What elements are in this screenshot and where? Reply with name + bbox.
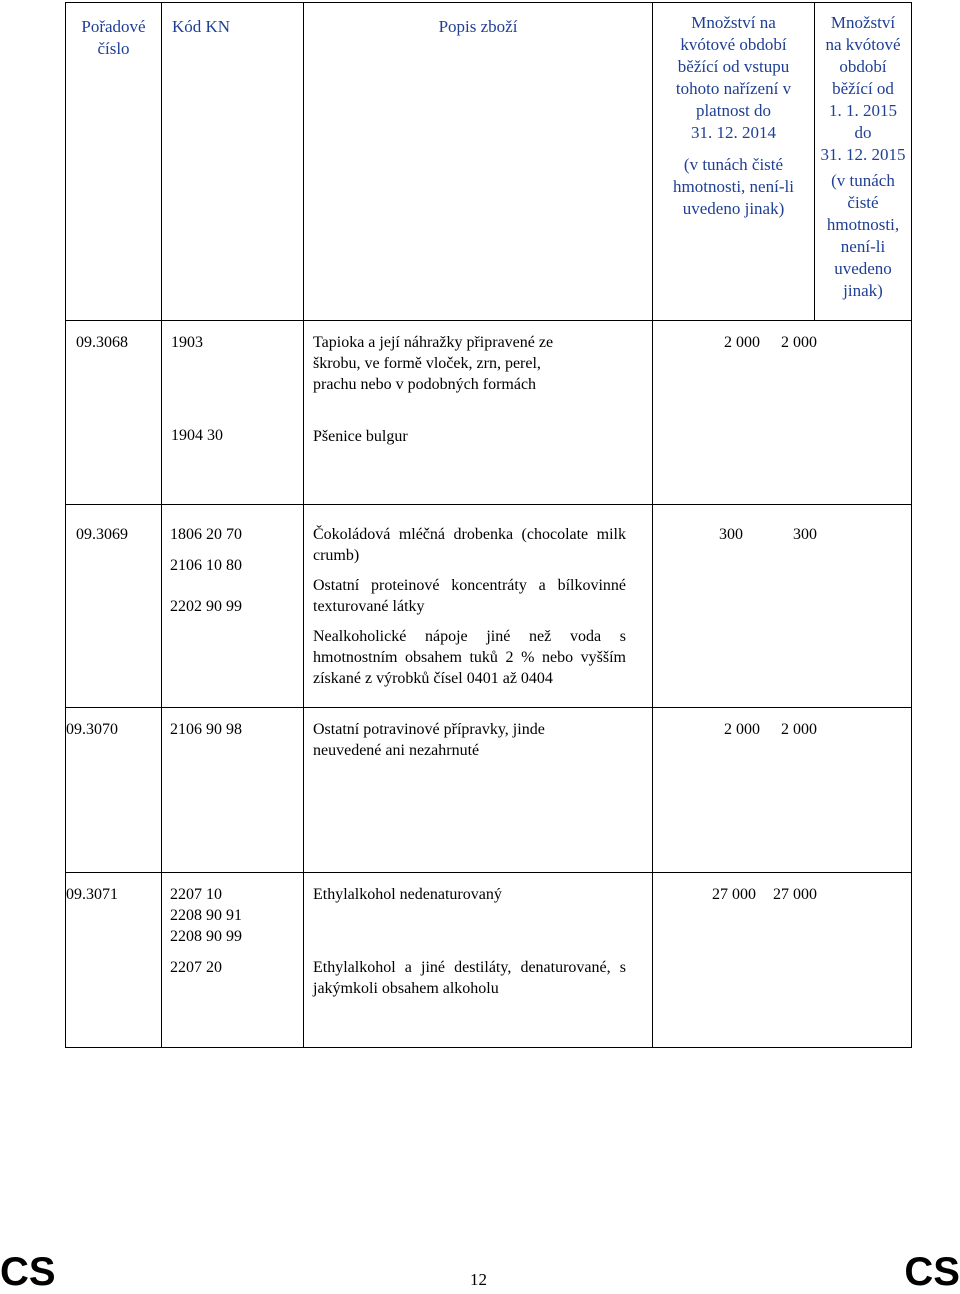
header-qty-2014-line: kvótové období xyxy=(680,35,787,54)
cn-code: 2207 20 xyxy=(170,959,222,976)
header-qty-2014-note: hmotnosti, není-li xyxy=(673,177,794,196)
header-qty-2015-note: jinak) xyxy=(843,281,883,300)
cn-code-cell xyxy=(162,505,304,708)
order-no-cell xyxy=(66,321,162,505)
description-cell xyxy=(304,505,653,708)
quota-table xyxy=(65,2,912,1048)
header-qty-2015-note: není-li xyxy=(840,237,886,256)
description-cell xyxy=(304,708,653,873)
header-row xyxy=(66,3,912,321)
header-qty-2015-line: 1. 1. 2015 xyxy=(829,101,897,120)
header-qty-2014-line: běžící od vstupu xyxy=(677,57,790,76)
table-row xyxy=(66,873,912,1048)
header-qty-2014 xyxy=(653,3,815,321)
header-order-no-line: číslo xyxy=(97,39,130,58)
quantity-cell xyxy=(653,505,912,708)
header-qty-2015-line: běžící od xyxy=(832,79,894,98)
goods-description: Ethylalkohol a jiné destiláty, denaturované, s jakýmkoli obsahem alkoholu xyxy=(313,959,626,997)
header-qty-2015-line: období xyxy=(839,57,887,76)
quantity-2015: 2 000 xyxy=(781,721,817,738)
goods-description: Čokoládová mléčná drobenka (chocolate milk crumb) xyxy=(313,526,626,564)
quantity-2014: 300 xyxy=(719,526,743,543)
cn-code: 1904 30 xyxy=(171,427,223,444)
header-qty-2015-line: do xyxy=(854,123,872,142)
cn-code: 2106 90 98 xyxy=(170,721,242,738)
header-qty-2014-line: Množství na xyxy=(691,13,776,32)
quantity-cell xyxy=(653,708,912,873)
cn-code: 2106 10 80 xyxy=(170,557,242,574)
order-no: 09.3070 xyxy=(66,721,118,738)
quantity-2015: 300 xyxy=(793,526,817,543)
header-cn-code-label: Kód KN xyxy=(172,17,231,36)
cn-code: 1903 xyxy=(171,334,203,351)
cn-code-cell xyxy=(162,708,304,873)
goods-description: Pšenice bulgur xyxy=(313,428,408,445)
order-no-cell xyxy=(66,505,162,708)
goods-description: Tapioka a její náhražky připravené ze škrobu, ve formě vloček, zrn, perel, prachu nebo v podobných formách xyxy=(313,334,554,393)
cn-code: 2207 10 2208 90 91 2208 90 99 xyxy=(170,886,242,945)
goods-description: Ostatní proteinové koncentráty a bílkovinné texturované látky xyxy=(313,577,626,615)
table-row xyxy=(66,708,912,873)
header-order-no-line: Pořadové xyxy=(81,17,146,36)
header-qty-2014-note: uvedeno jinak) xyxy=(682,199,785,218)
page-footer xyxy=(0,1244,960,1294)
cn-code-cell xyxy=(162,873,304,1048)
header-qty-2014-note: (v tunách čisté xyxy=(683,155,784,174)
header-description xyxy=(304,3,653,321)
description-cell xyxy=(304,873,653,1048)
language-mark-right: CS xyxy=(904,1250,960,1294)
header-qty-2014-line: platnost do xyxy=(695,101,772,120)
header-qty-2015-line: na kvótové xyxy=(825,35,901,54)
header-order-no xyxy=(66,3,162,321)
order-no-cell xyxy=(66,873,162,1048)
order-no: 09.3068 xyxy=(76,334,128,351)
cn-code: 1806 20 70 xyxy=(170,526,242,543)
order-no: 09.3069 xyxy=(76,526,128,543)
page-number: 12 xyxy=(470,1270,487,1289)
header-cn-code xyxy=(162,3,304,321)
header-qty-2015-note: uvedeno xyxy=(834,259,892,278)
language-mark-left: CS xyxy=(0,1250,56,1294)
goods-description: Ethylalkohol nedenaturovaný xyxy=(313,886,502,903)
quantity-2014: 2 000 xyxy=(724,721,760,738)
quantity-2014: 27 000 xyxy=(712,886,756,903)
quantity-2015: 27 000 xyxy=(773,886,817,903)
quantity-cell xyxy=(653,321,912,505)
table-row xyxy=(66,505,912,708)
header-qty-2014-line: 31. 12. 2014 xyxy=(691,123,776,142)
table-row xyxy=(66,321,912,505)
header-qty-2015 xyxy=(815,3,912,321)
cn-code: 2202 90 99 xyxy=(170,598,242,615)
header-qty-2015-note: (v tunách xyxy=(831,171,895,190)
header-qty-2014-line: tohoto nařízení v xyxy=(675,79,792,98)
quantity-2014: 2 000 xyxy=(724,334,760,351)
order-no: 09.3071 xyxy=(66,886,118,903)
order-no-cell xyxy=(66,708,162,873)
goods-description: Nealkoholické nápoje jiné než voda s hmotnostním obsahem tuků 2 % nebo vyšším získané z výrobků čísel 0401 až 0404 xyxy=(313,628,626,687)
header-qty-2015-note: hmotnosti, xyxy=(826,215,900,234)
header-qty-2015-note: čisté xyxy=(847,193,879,212)
header-qty-2015-line: Množství xyxy=(830,13,896,32)
goods-description: Ostatní potravinové přípravky, jinde neuvedené ani nezahrnuté xyxy=(313,721,545,759)
header-qty-2015-line: 31. 12. 2015 xyxy=(820,145,906,164)
quantity-2015: 2 000 xyxy=(781,334,817,351)
description-cell xyxy=(304,321,653,505)
header-description-label: Popis zboží xyxy=(438,17,518,36)
cn-code-cell xyxy=(162,321,304,505)
quantity-cell xyxy=(653,873,912,1048)
